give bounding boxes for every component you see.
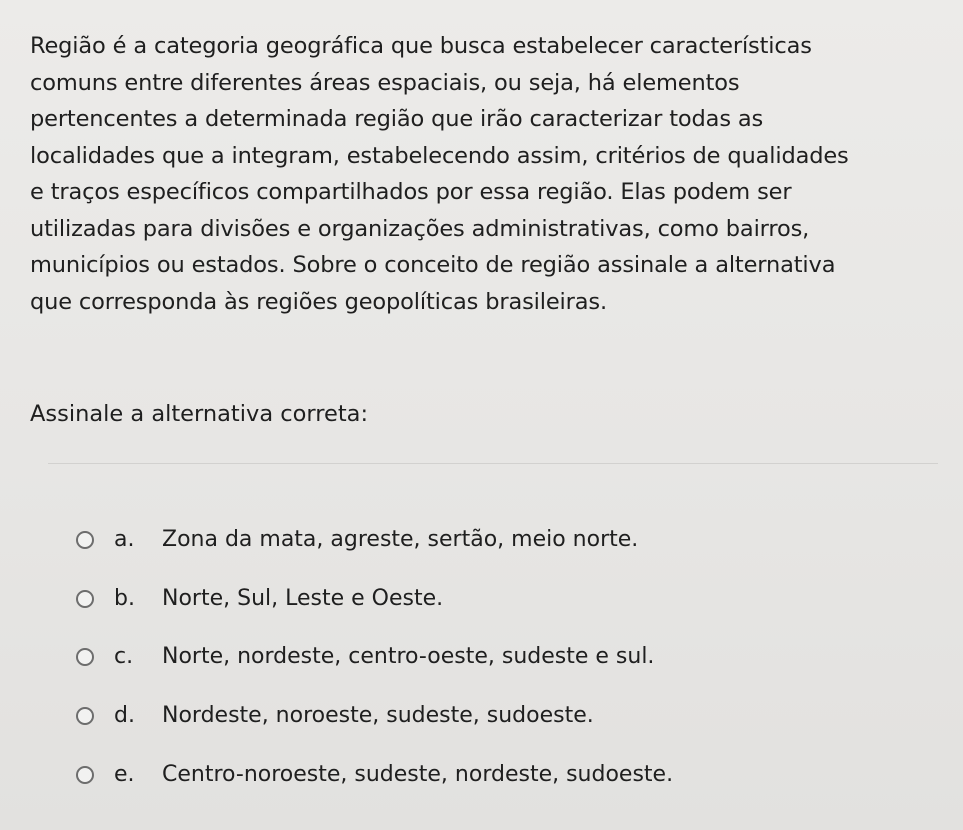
option-e[interactable] [76, 760, 673, 790]
option-d[interactable] [76, 701, 594, 731]
option-text: Centro-noroeste, sudeste, nordeste, sudoeste. [162, 762, 674, 787]
question-line: e traços específicos compartilhados por essa região. Elas podem ser [30, 179, 792, 205]
option-letter: e. [114, 762, 135, 787]
option-text: Nordeste, noroeste, sudeste, sudoeste. [162, 703, 594, 728]
option-a[interactable] [76, 525, 638, 555]
option-text: Norte, nordeste, centro-oeste, sudeste e sul. [162, 644, 655, 669]
question-line: comuns entre diferentes áreas espaciais, ou seja, há elementos [30, 69, 740, 96]
question-line: localidades que a integram, estabelecendo assim, critérios de qualidades [30, 142, 849, 169]
option-text: Zona da mata, agreste, sertão, meio norte. [162, 527, 639, 552]
question-line: Região é a categoria geográfica que busca estabelecer características [30, 33, 812, 59]
question-line: municípios ou estados. Sobre o conceito de região assinale a alternativa [30, 252, 836, 278]
option-letter: b. [114, 586, 135, 611]
answer-prompt: Assinale a alternativa correta: [30, 401, 369, 427]
radio-button-icon[interactable] [76, 531, 94, 549]
question-line: que corresponda às regiões geopolíticas brasileiras. [30, 288, 607, 315]
option-c[interactable] [76, 642, 654, 672]
option-letter: c. [114, 644, 134, 669]
radio-button-icon[interactable] [76, 648, 94, 666]
option-text: Norte, Sul, Leste e Oeste. [162, 586, 444, 611]
radio-button-icon[interactable] [76, 707, 94, 725]
option-b[interactable] [76, 584, 443, 614]
radio-button-icon[interactable] [76, 590, 94, 608]
question-line: pertencentes a determinada região que irão caracterizar todas as [30, 106, 764, 132]
option-letter: a. [114, 527, 135, 552]
radio-button-icon[interactable] [76, 766, 94, 784]
question-line: utilizadas para divisões e organizações administrativas, como bairros, [30, 215, 810, 242]
option-letter: d. [114, 703, 135, 728]
